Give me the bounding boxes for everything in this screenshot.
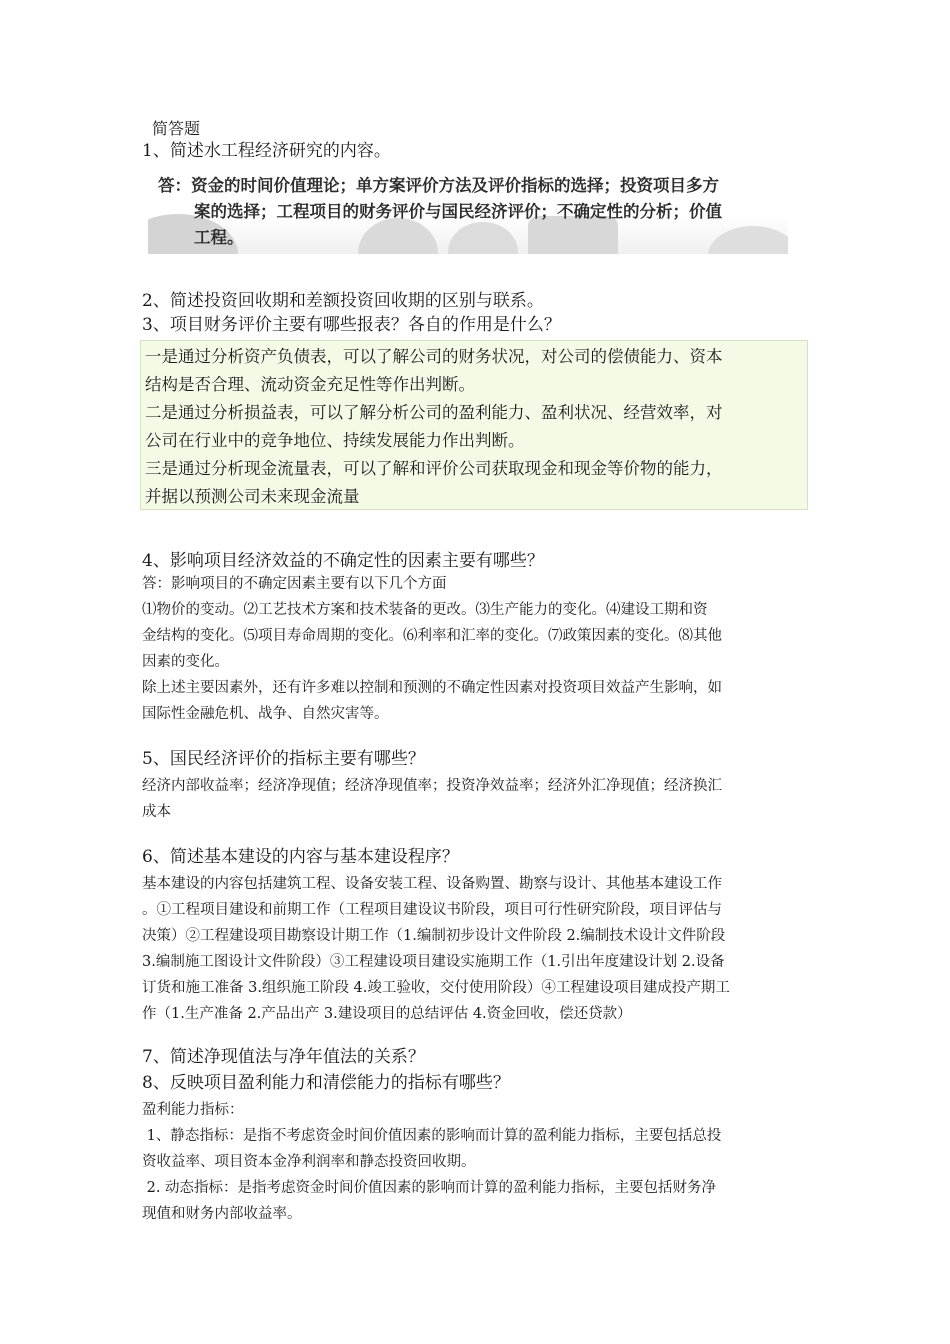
answer-line: 工程。	[194, 228, 244, 247]
question-2-title: 2、简述投资回收期和差额投资回收期的区别与联系。	[142, 291, 544, 311]
watermark-shape	[448, 222, 518, 254]
section-heading: 简答题	[152, 119, 201, 138]
answer-line: 盈利能力指标：	[142, 1102, 244, 1118]
watermark-shape	[708, 226, 788, 254]
question-8-title: 8、反映项目盈利能力和清偿能力的指标有哪些？	[142, 1073, 510, 1093]
answer-line: 基本建设的内容包括建筑工程、设备安装工程、设备购置、勘察与设计、其他基本建设工作	[142, 876, 722, 892]
answer-line: 资收益率、项目资本金净利润率和静态投资回收期。	[142, 1154, 476, 1170]
question-3-answer-box	[140, 340, 808, 510]
question-7-title: 7、简述净现值法与净年值法的关系？	[142, 1047, 425, 1067]
answer-line: 1、静态指标：是指不考虑资金时间价值因素的影响而计算的盈利能力指标，主要包括总投	[142, 1128, 722, 1144]
answer-line: 金结构的变化。⑸项目寿命周期的变化。⑹利率和汇率的变化。⑺政策因素的变化。⑻其他	[142, 628, 722, 644]
answer-line: 公司在行业中的竞争地位、持续发展能力作出判断。	[145, 431, 525, 450]
answer-line: 并据以预测公司未来现金流量	[145, 487, 360, 506]
answer-line: 答：资金的时间价值理论；单方案评价方法及评价指标的选择；投资项目多方	[158, 176, 719, 195]
question-3-title: 3、项目财务评价主要有哪些报表？各自的作用是什么？	[142, 315, 561, 335]
answer-line: 答：影响项目的不确定因素主要有以下几个方面	[142, 576, 447, 592]
question-5-title: 5、国民经济评价的指标主要有哪些？	[142, 749, 425, 769]
answer-line: 3.编制施工图设计文件阶段）③工程建设项目建设实施期工作（1.引出年度建设计划 2.设备	[142, 954, 725, 970]
answer-line: 现值和财务内部收益率。	[142, 1206, 302, 1222]
answer-line: 成本	[142, 804, 171, 820]
answer-line: 三是通过分析现金流量表，可以了解和评价公司获取现金和现金等价物的能力，	[145, 459, 723, 478]
answer-line: 。①工程项目建设和前期工作（工程项目建设议书阶段，项目可行性研究阶段，项目评估与	[142, 902, 722, 918]
question-6-title: 6、简述基本建设的内容与基本建设程序？	[142, 847, 459, 867]
answer-line: 除上述主要因素外，还有许多难以控制和预测的不确定性因素对投资项目效益产生影响，如	[142, 680, 722, 696]
answer-line: 决策）②工程建设项目勘察设计期工作（1.编制初步设计文件阶段 2.编制技术设计文件阶段	[142, 928, 726, 944]
answer-line: 因素的变化。	[142, 654, 229, 670]
answer-line: 国际性金融危机、战争、自然灾害等。	[142, 706, 389, 722]
answer-line: 结构是否合理、流动资金充足性等作出判断。	[145, 375, 475, 394]
answer-line: 经济内部收益率；经济净现值；经济净现值率；投资净效益率；经济外汇净现值；经济换汇	[142, 778, 722, 794]
answer-line: 一是通过分析资产负债表，可以了解公司的财务状况，对公司的偿债能力、资本	[145, 347, 723, 366]
question-1-title: 1、简述水工程经济研究的内容。	[142, 141, 391, 161]
answer-line: 二是通过分析损益表，可以了解分析公司的盈利能力、盈利状况、经营效率，对	[145, 403, 723, 422]
question-1-answer-image	[148, 166, 788, 254]
answer-line: ⑴物价的变动。⑵工艺技术方案和技术装备的更改。⑶生产能力的变化。⑷建设工期和资	[142, 602, 708, 618]
answer-line: 2. 动态指标：是指考虑资金时间价值因素的影响而计算的盈利能力指标，主要包括财务净	[142, 1180, 717, 1196]
answer-line: 案的选择；工程项目的财务评价与国民经济评价；不确定性的分析；价值	[194, 202, 722, 221]
answer-line: 作（1.生产准备 2.产品出产 3.建设项目的总结评估 4.资金回收，偿还贷款）	[142, 1006, 632, 1022]
answer-line: 订货和施工准备 3.组织施工阶段 4.竣工验收，交付使用阶段）④工程建设项目建成投产期工	[142, 980, 730, 996]
question-4-title: 4、影响项目经济效益的不确定性的因素主要有哪些？	[142, 551, 544, 571]
